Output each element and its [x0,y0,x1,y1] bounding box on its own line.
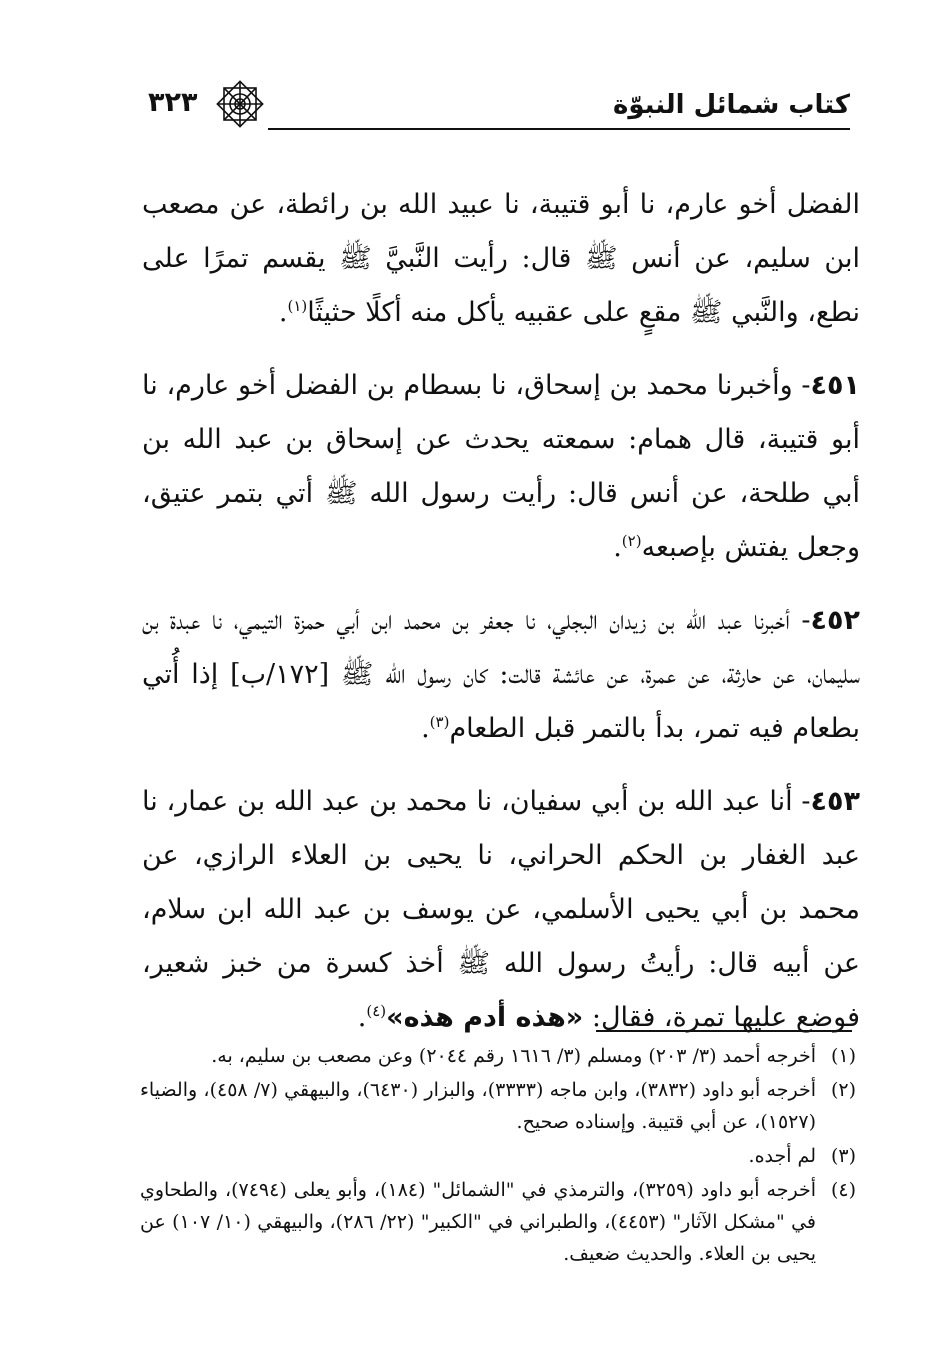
paragraph-end: . [613,532,622,563]
footnote-ref: (١) [287,297,308,315]
hadith-number: ٤٥٣ [810,786,860,817]
paragraph-end: . [357,1002,367,1033]
footnote-label: (٢) [830,1079,856,1101]
footnotes [140,1040,856,1272]
paragraph-text: الفضل أخو عارم، نا أبو قتيبة، نا عبيد الله بن رائطة، عن مصعب ابن سليم، عن أنس ﷺ قال: رأيت النَّبيَّ ﷺ يقسم تمرًا على نطع، والنَّبي ﷺ مقعٍ على عقبيه يأكل منه أكلًا حثيثًا [142,189,860,328]
ornament-icon [214,78,266,130]
footnote-text: أخرجه أبو داود (٣٨٣٢)، وابن ماجه (٣٣٣٣)، والبزار (٦٤٣٠)، والبيهقي (٧/ ٤٥٨)، والضياء (١٥٢٧)، عن أبي قتيبة. وإسناده صحيح. [140,1079,816,1133]
hadith-number: ٤٥١ [810,370,860,401]
running-header [130,78,850,134]
footnote-ref: (٤) [366,1002,387,1020]
main-text [142,178,860,1064]
footnote-ref: (٢) [621,532,642,550]
hadith-number: ٤٥٢ [810,605,860,636]
footnote-label: (٣) [830,1145,856,1167]
hadith-451 [142,359,860,575]
footnote-item [140,1040,856,1072]
paragraph-continuation [142,178,860,340]
quoted-saying: «هذه أدم هذه» [386,1002,584,1033]
footnote-text: أخرجه أحمد (٣/ ٢٠٣) ومسلم (٣/ ١٦١٦ رقم ٢٠٤٤) وعن مصعب بن سليم، به. [211,1045,816,1067]
hadith-453 [142,775,860,1045]
paragraph-text: - أنا عبد الله بن أبي سفيان، نا محمد بن عبد الله بن عمار، نا عبد الغفار بن الحكم الحراني، نا يحيى بن العلاء الرازي، عن محمد بن أبي يحيى الأسلمي، عن يوسف بن عبد الله ابن سلام، عن أبيه قال: رأيتُ رسول الله ﷺ أخذ كسرة من خبز شعير، فوضع عليها تمرة، فقال: [142,786,860,1033]
footnote-item [140,1074,856,1138]
book-title: كتاب شمائل النبوّة [612,90,850,120]
footnote-item [140,1174,856,1270]
footnote-item [140,1140,856,1172]
paragraph-text: - وأخبرنا محمد بن إسحاق، نا بسطام بن الفضل أخو عارم، نا أبو قتيبة، قال همام: سمعته يحدث عن إسحاق بن عبد الله بن أبي طلحة، عن أنس قال: رأيت رسول الله ﷺ أتي بتمر عتيق، وجعل يفتش بإصبعه [142,370,860,563]
hadith-452 [142,594,860,756]
footnote-text: لم أجده. [748,1145,816,1167]
paragraph-end: . [278,297,288,328]
page-number: ٣٢٣ [148,87,198,118]
footnote-text: أخرجه أبو داود (٣٢٥٩)، والترمذي في "الشمائل" (١٨٤)، وأبو يعلى (٧٤٩٤)، والطحاوي في "مشكل الآثار" (٤٤٥٣)، والطبراني في "الكبير" (٢٢/ ٢٨٦)، والبيهقي (١٠/ ١٠٧) عن يحيى بن العلاء. والحديث ضعيف. [140,1179,816,1265]
footnote-separator [596,1030,852,1032]
footnote-ref: (٣) [429,713,450,731]
paragraph-end: . [421,713,430,744]
paragraph-text: - أخبرنا عبد الله بن زيدان البجلي، نا جعفر بن محمد ابن أبي حمزة التيمي، نا عبدة بن سليمان، عن حارثة، عن عمرة، عن عائشة قالت: كان رسول الله ﷺ [١٧٢/ب] إذا أُتي بطعام فيه تمر، بدأ بالتمر قبل الطعام [142,605,860,744]
footnote-label: (٤) [830,1179,856,1201]
header-rule [268,128,850,130]
footnote-label: (١) [830,1045,856,1067]
